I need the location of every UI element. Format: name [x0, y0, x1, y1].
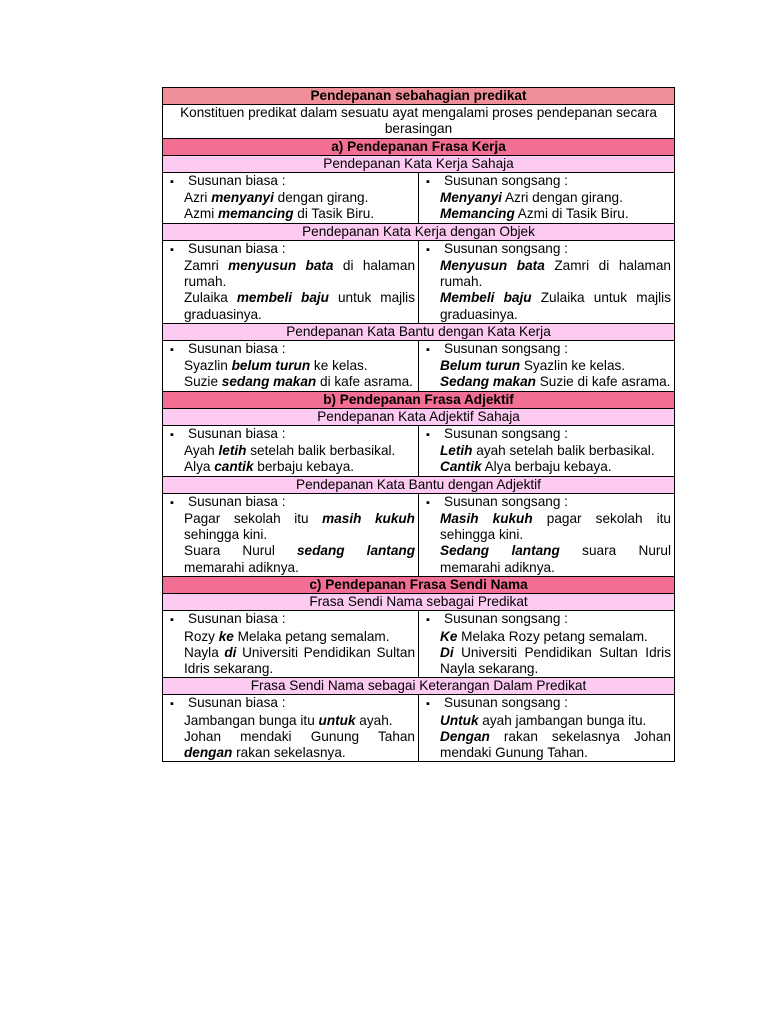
biasa-label: ▪ Susunan biasa :: [166, 426, 415, 443]
biasa-example-cell: [163, 426, 419, 477]
songsang-label: ▪ Susunan songsang :: [422, 426, 671, 443]
biasa-example-cell: [163, 173, 419, 224]
examples-row: [163, 426, 675, 477]
subheading-row: [163, 408, 675, 425]
songsang-example-sentence: Menyusun bata Zamri di halaman rumah.: [440, 258, 671, 290]
subheading: Pendepanan Kata Bantu dengan Kata Kerja: [163, 323, 675, 340]
fronted-phrase: Masih kukuh: [440, 511, 533, 527]
songsang-example-cell: [419, 341, 675, 392]
biasa-example-sentence: Suzie sedang makan di kafe asrama.: [184, 374, 413, 390]
fronted-phrase: Memancing: [440, 206, 515, 222]
fronted-phrase: Letih: [440, 443, 473, 459]
fronted-phrase: Cantik: [440, 459, 482, 475]
fronted-phrase: menyusun bata: [228, 258, 334, 274]
songsang-example-cell: [419, 240, 675, 323]
fronted-phrase: sedang lantang: [296, 543, 415, 559]
songsang-example-sentence: Sedang lantang suara Nurul memarahi adiknya.: [440, 543, 671, 575]
songsang-example-cell: [419, 611, 675, 678]
biasa-example-sentence: Rozy ke Melaka petang semalam.: [184, 628, 390, 644]
examples-row: [163, 341, 675, 392]
section-heading-row: [163, 391, 675, 408]
biasa-label: ▪ Susunan biasa :: [166, 494, 415, 511]
section-heading-row: [163, 138, 675, 155]
songsang-example-sentence: Sedang makan Suzie di kafe asrama.: [440, 374, 671, 390]
biasa-label: ▪ Susunan biasa :: [166, 611, 415, 628]
fronted-phrase: untuk: [318, 712, 356, 728]
fronted-phrase: sedang makan: [221, 374, 317, 390]
biasa-label: ▪ Susunan biasa :: [166, 173, 415, 190]
fronted-phrase: Ke: [440, 628, 458, 644]
fronted-phrase: Di: [440, 644, 454, 660]
songsang-label: ▪ Susunan songsang :: [422, 241, 671, 258]
biasa-example-sentence: Zulaika membeli baju untuk majlis graduasinya.: [184, 290, 415, 322]
section-heading-row: [163, 576, 675, 593]
section-heading: b) Pendepanan Frasa Adjektif: [163, 391, 675, 408]
songsang-example-sentence: Ke Melaka Rozy petang semalam.: [440, 628, 648, 644]
fronted-phrase: Sedang makan: [440, 374, 536, 390]
fronted-phrase: Membeli baju: [440, 290, 532, 306]
biasa-label: ▪ Susunan biasa :: [166, 695, 415, 712]
fronted-phrase: dengan: [184, 744, 233, 760]
subheading: Pendepanan Kata Adjektif Sahaja: [163, 408, 675, 425]
fronted-phrase: letih: [218, 443, 247, 459]
biasa-example-sentence: Nayla di Universiti Pendidikan Sultan Idris sekarang.: [184, 644, 415, 676]
songsang-example-sentence: Masih kukuh pagar sekolah itu sehingga kini.: [440, 511, 671, 543]
songsang-example-sentence: Di Universiti Pendidikan Sultan Idris Nayla sekarang.: [440, 644, 671, 676]
fronted-phrase: Menyusun bata: [440, 258, 545, 274]
biasa-example-sentence: Suara Nurul sedang lantang memarahi adiknya.: [184, 543, 415, 575]
biasa-example-cell: [163, 695, 419, 762]
songsang-label: ▪ Susunan songsang :: [422, 173, 671, 190]
biasa-example-cell: [163, 341, 419, 392]
fronted-phrase: Belum turun: [440, 358, 521, 374]
songsang-example-sentence: Belum turun Syazlin ke kelas.: [440, 358, 626, 374]
fronted-phrase: Untuk: [440, 712, 479, 728]
examples-row: [163, 240, 675, 323]
biasa-example-sentence: Johan mendaki Gunung Tahan dengan rakan sekelasnya.: [184, 728, 415, 760]
intro-text: Konstituen predikat dalam sesuatu ayat mengalami proses pendepanan secara berasingan: [163, 105, 675, 138]
songsang-example-cell: [419, 695, 675, 762]
fronted-phrase: Sedang lantang: [440, 543, 560, 559]
fronted-phrase: masih kukuh: [322, 511, 415, 527]
fronted-phrase: di: [224, 644, 237, 660]
biasa-label: ▪ Susunan biasa :: [166, 241, 415, 258]
songsang-example-sentence: Dengan rakan sekelasnya Johan mendaki Gunung Tahan.: [440, 728, 671, 760]
examples-row: [163, 173, 675, 224]
songsang-example-sentence: Untuk ayah jambangan bunga itu.: [440, 712, 647, 728]
biasa-example-cell: [163, 240, 419, 323]
fronted-phrase: menyanyi: [211, 190, 274, 206]
songsang-example-sentence: Memancing Azmi di Tasik Biru.: [440, 206, 629, 222]
fronted-phrase: belum turun: [231, 358, 311, 374]
subheading-row: [163, 323, 675, 340]
biasa-example-cell: [163, 493, 419, 576]
subheading-row: [163, 223, 675, 240]
biasa-example-sentence: Azmi memancing di Tasik Biru.: [184, 206, 375, 222]
intro-row: [163, 105, 675, 138]
section-heading: c) Pendepanan Frasa Sendi Nama: [163, 576, 675, 593]
fronted-phrase: membeli baju: [236, 290, 329, 306]
songsang-example-sentence: Cantik Alya berbaju kebaya.: [440, 459, 612, 475]
songsang-example-sentence: Membeli baju Zulaika untuk majlis graduasinya.: [440, 290, 671, 322]
songsang-label: ▪ Susunan songsang :: [422, 494, 671, 511]
fronted-phrase: memancing: [217, 206, 294, 222]
songsang-label: ▪ Susunan songsang :: [422, 611, 671, 628]
biasa-example-cell: [163, 611, 419, 678]
biasa-example-sentence: Pagar sekolah itu masih kukuh sehingga kini.: [184, 511, 415, 543]
subheading: Pendepanan Kata Kerja Sahaja: [163, 155, 675, 172]
biasa-example-sentence: Jambangan bunga itu untuk ayah.: [184, 712, 393, 728]
songsang-example-cell: [419, 493, 675, 576]
examples-row: [163, 493, 675, 576]
fronted-phrase: cantik: [214, 459, 254, 475]
biasa-example-sentence: Syazlin belum turun ke kelas.: [184, 358, 368, 374]
table-title-row: [163, 88, 675, 105]
biasa-label: ▪ Susunan biasa :: [166, 341, 415, 358]
songsang-example-sentence: Menyanyi Azri dengan girang.: [440, 190, 623, 206]
fronted-phrase: ke: [218, 628, 234, 644]
subheading-row: [163, 476, 675, 493]
songsang-label: ▪ Susunan songsang :: [422, 695, 671, 712]
subheading-row: [163, 594, 675, 611]
fronted-phrase: Dengan: [440, 728, 490, 744]
subheading-row: [163, 155, 675, 172]
songsang-example-cell: [419, 173, 675, 224]
biasa-example-sentence: Alya cantik berbaju kebaya.: [184, 459, 355, 475]
subheading: Pendepanan Kata Bantu dengan Adjektif: [163, 476, 675, 493]
fronted-phrase: Menyanyi: [440, 190, 502, 206]
subheading: Frasa Sendi Nama sebagai Predikat: [163, 594, 675, 611]
section-heading: a) Pendepanan Frasa Kerja: [163, 138, 675, 155]
songsang-example-sentence: Letih ayah setelah balik berbasikal.: [440, 443, 655, 459]
subheading: Frasa Sendi Nama sebagai Keterangan Dalam Predikat: [163, 678, 675, 695]
table-title: Pendepanan sebahagian predikat: [163, 88, 675, 105]
examples-row: [163, 611, 675, 678]
songsang-label: ▪ Susunan songsang :: [422, 341, 671, 358]
songsang-example-cell: [419, 426, 675, 477]
predicate-fronting-table: [162, 87, 675, 762]
biasa-example-sentence: Zamri menyusun bata di halaman rumah.: [184, 258, 416, 290]
subheading: Pendepanan Kata Kerja dengan Objek: [163, 223, 675, 240]
examples-row: [163, 695, 675, 762]
biasa-example-sentence: Ayah letih setelah balik berbasikal.: [184, 443, 396, 459]
biasa-example-sentence: Azri menyanyi dengan girang.: [184, 190, 369, 206]
subheading-row: [163, 678, 675, 695]
